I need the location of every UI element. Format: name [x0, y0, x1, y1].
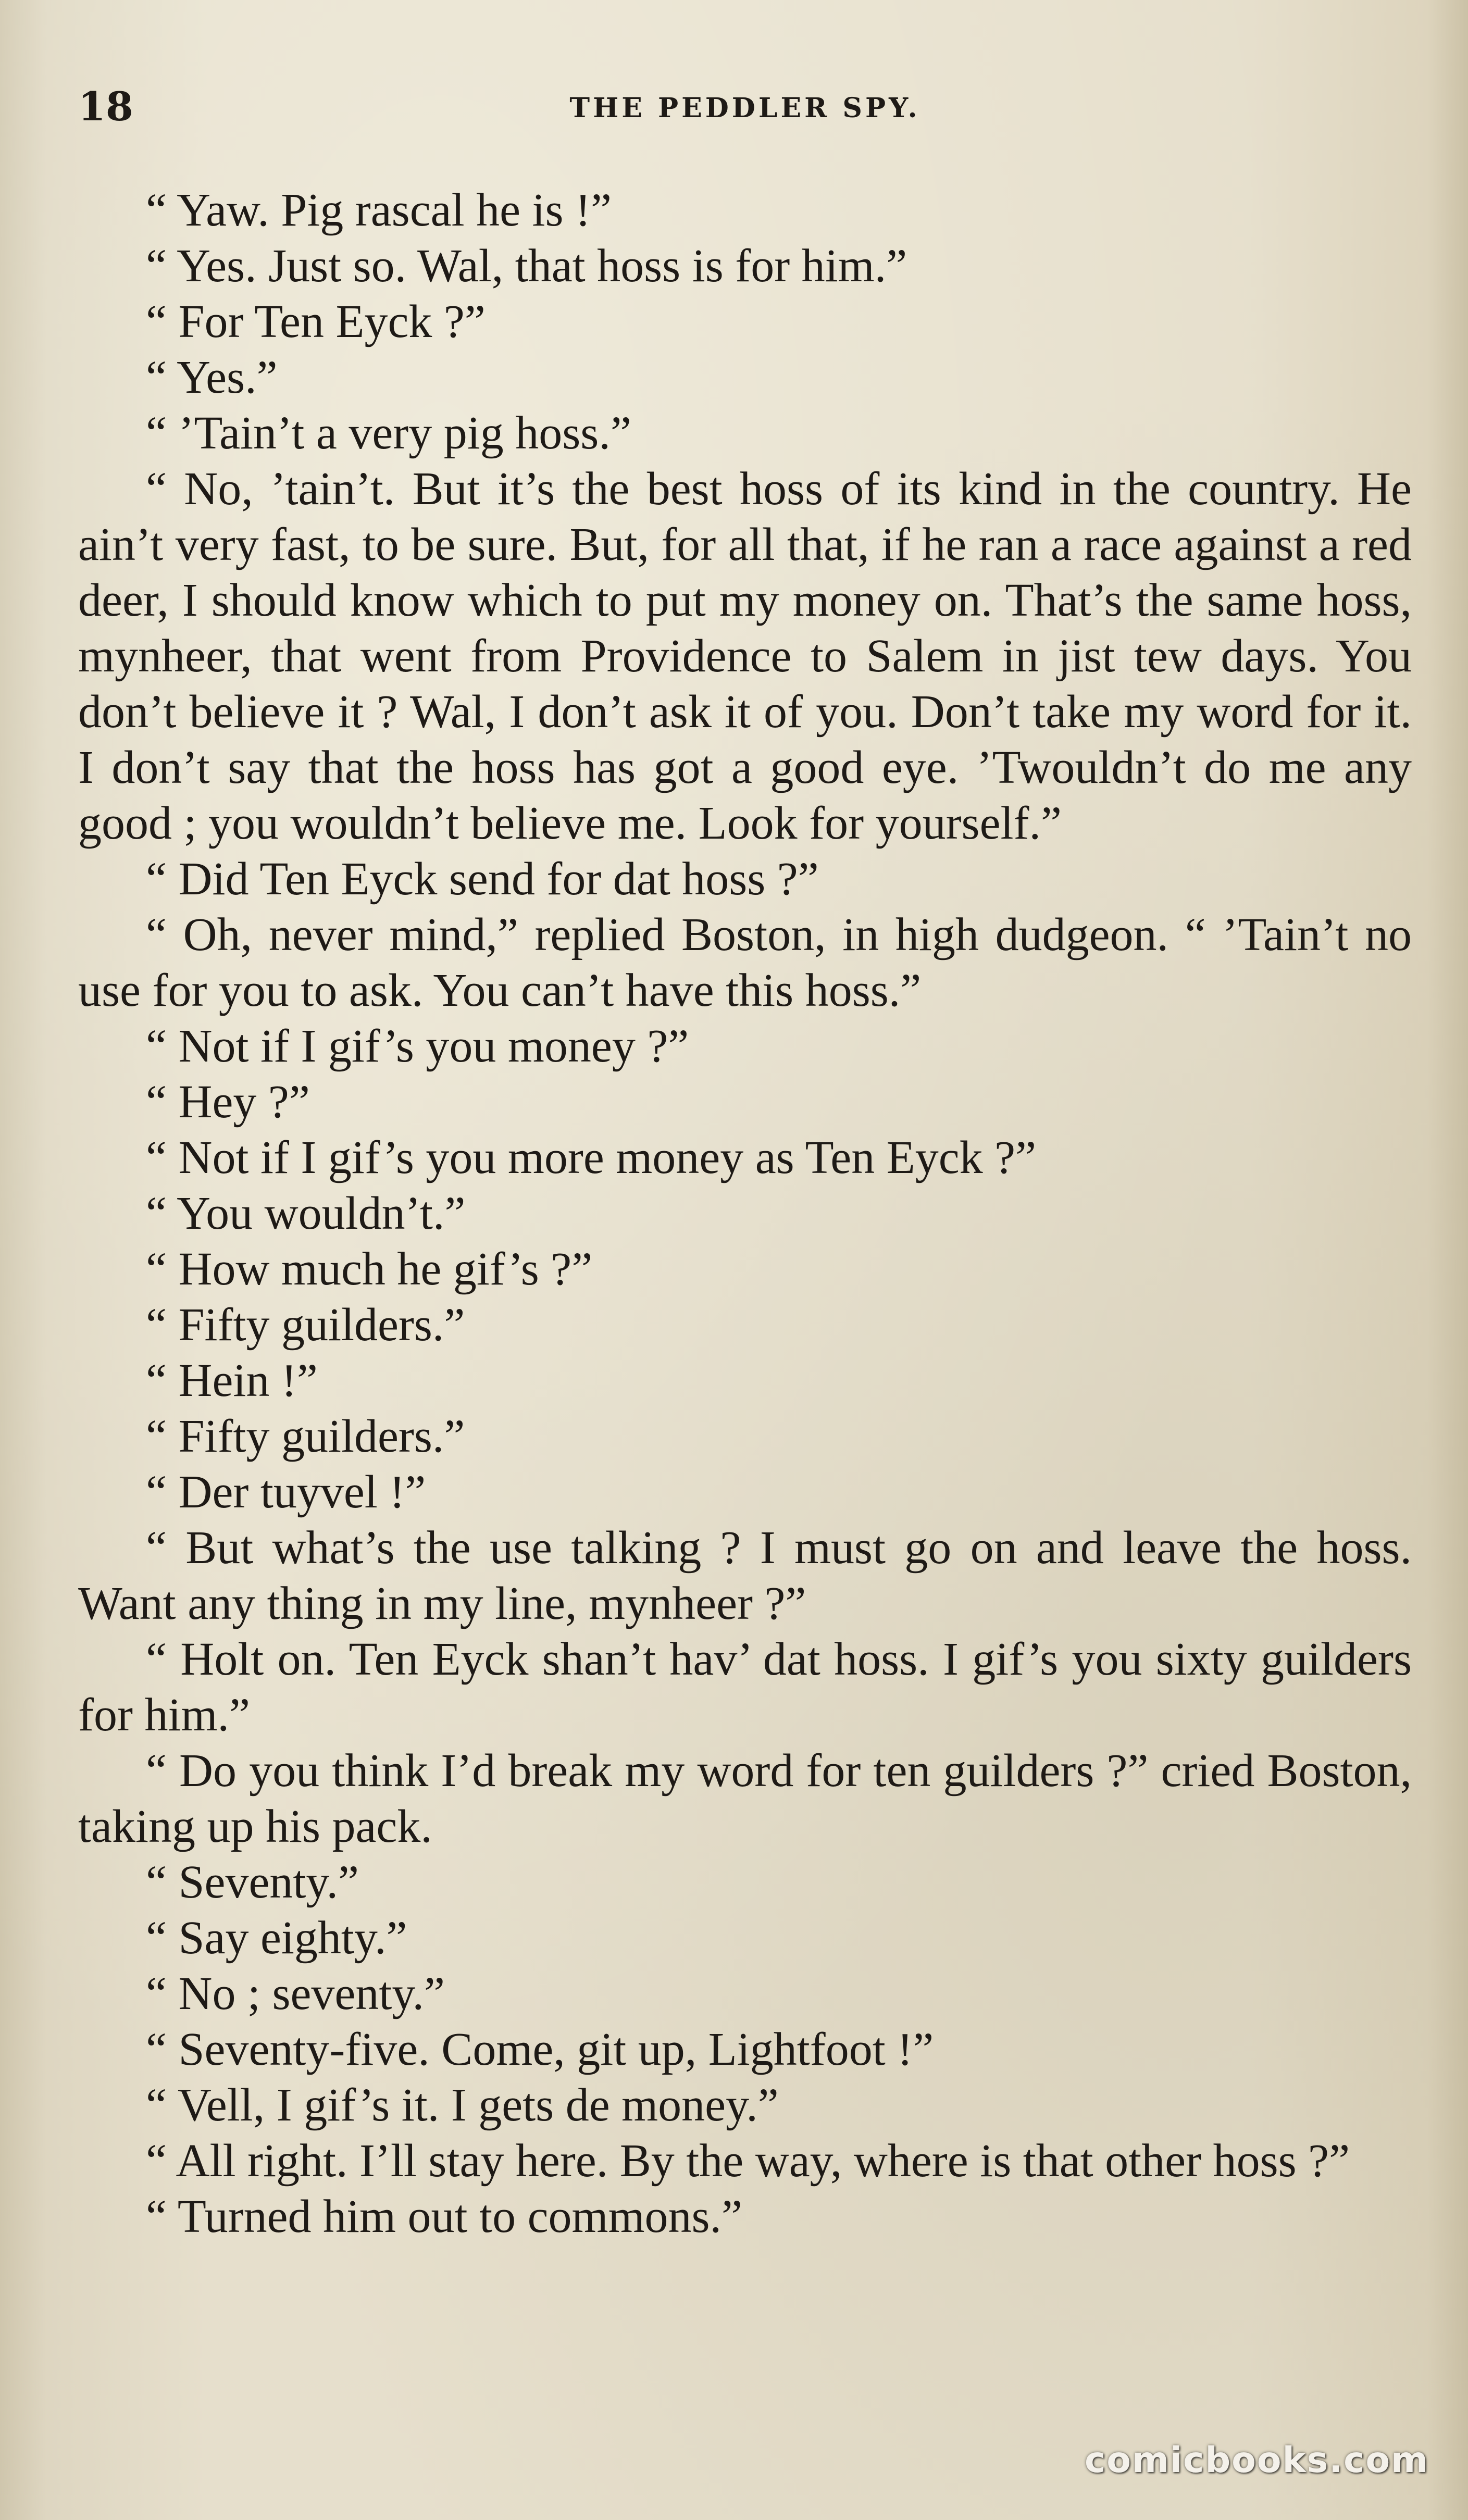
paragraph: “ Vell, I gif’s it. I gets de money.” — [146, 2079, 779, 2131]
paragraph: “ Der tuyvel !” — [146, 1466, 426, 1518]
page-number: 18 — [78, 83, 133, 130]
paragraph: “ Seventy.” — [146, 1856, 359, 1908]
paragraph: “ No, ’tain’t. But it’s the best hoss of its kind in the country. He ain’t very fast, to be sure. But, for all that, if he ran a race against a red deer, I should know which to put my money on. That’s the same hoss, mynheer, that went from Providence to Salem in jist tew days. You don’t believe it ? Wal, I don’t ask it of you. Don’t take my word for it. I don’t say that the hoss has got a good eye. ’Twouldn’t do me any good ; you wouldn’t believe me. Look for yourself.” — [78, 463, 1412, 849]
paragraph: “ Hey ?” — [146, 1076, 310, 1128]
paragraph: “ No ; seventy.” — [146, 1968, 445, 2019]
paragraph: “ Yes. Just so. Wal, that hoss is for him.” — [146, 240, 907, 292]
paragraph: “ Oh, never mind,” replied Boston, in high dudgeon. “ ’Tain’t no use for you to ask. You can’t have this hoss.” — [78, 909, 1412, 1016]
paragraph: “ Yes.” — [146, 352, 278, 403]
paragraph: “ Did Ten Eyck send for dat hoss ?” — [146, 853, 819, 905]
paragraph: “ Fifty guilders.” — [146, 1299, 465, 1351]
paragraph: “ Say eighty.” — [146, 1912, 407, 1964]
body-text — [78, 182, 1412, 2244]
paragraph: “ All right. I’ll stay here. By the way, where is that other hoss ?” — [146, 2135, 1350, 2187]
paragraph: “ Holt on. Ten Eyck shan’t hav’ dat hoss. I gif’s you sixty guilders for him.” — [78, 1633, 1412, 1741]
watermark: comicbooks.com — [1084, 2440, 1429, 2481]
paragraph: “ Hein !” — [146, 1355, 318, 1406]
paragraph: “ How much he gif’s ?” — [146, 1243, 593, 1295]
paragraph: “ ’Tain’t a very pig hoss.” — [146, 407, 631, 459]
paragraph: “ Do you think I’d break my word for ten guilders ?” cried Boston, taking up his pack. — [78, 1745, 1412, 1852]
paragraph: “ Turned him out to commons.” — [146, 2191, 742, 2242]
paragraph: “ Yaw. Pig rascal he is !” — [146, 184, 612, 236]
paragraph: “ Not if I gif’s you more money as Ten Eyck ?” — [146, 1132, 1037, 1183]
paragraph: “ But what’s the use talking ? I must go on and leave the hoss. Want any thing in my line, mynheer ?” — [78, 1522, 1412, 1629]
paragraph: “ Seventy-five. Come, git up, Lightfoot !” — [146, 2024, 934, 2075]
paragraph: “ You wouldn’t.” — [146, 1188, 466, 1239]
running-head-title: THE PEDDLER SPY. — [569, 92, 920, 124]
paragraph: “ For Ten Eyck ?” — [146, 296, 486, 347]
running-head — [78, 78, 1412, 135]
paragraph: “ Fifty guilders.” — [146, 1411, 465, 1462]
paragraph: “ Not if I gif’s you money ?” — [146, 1020, 689, 1072]
